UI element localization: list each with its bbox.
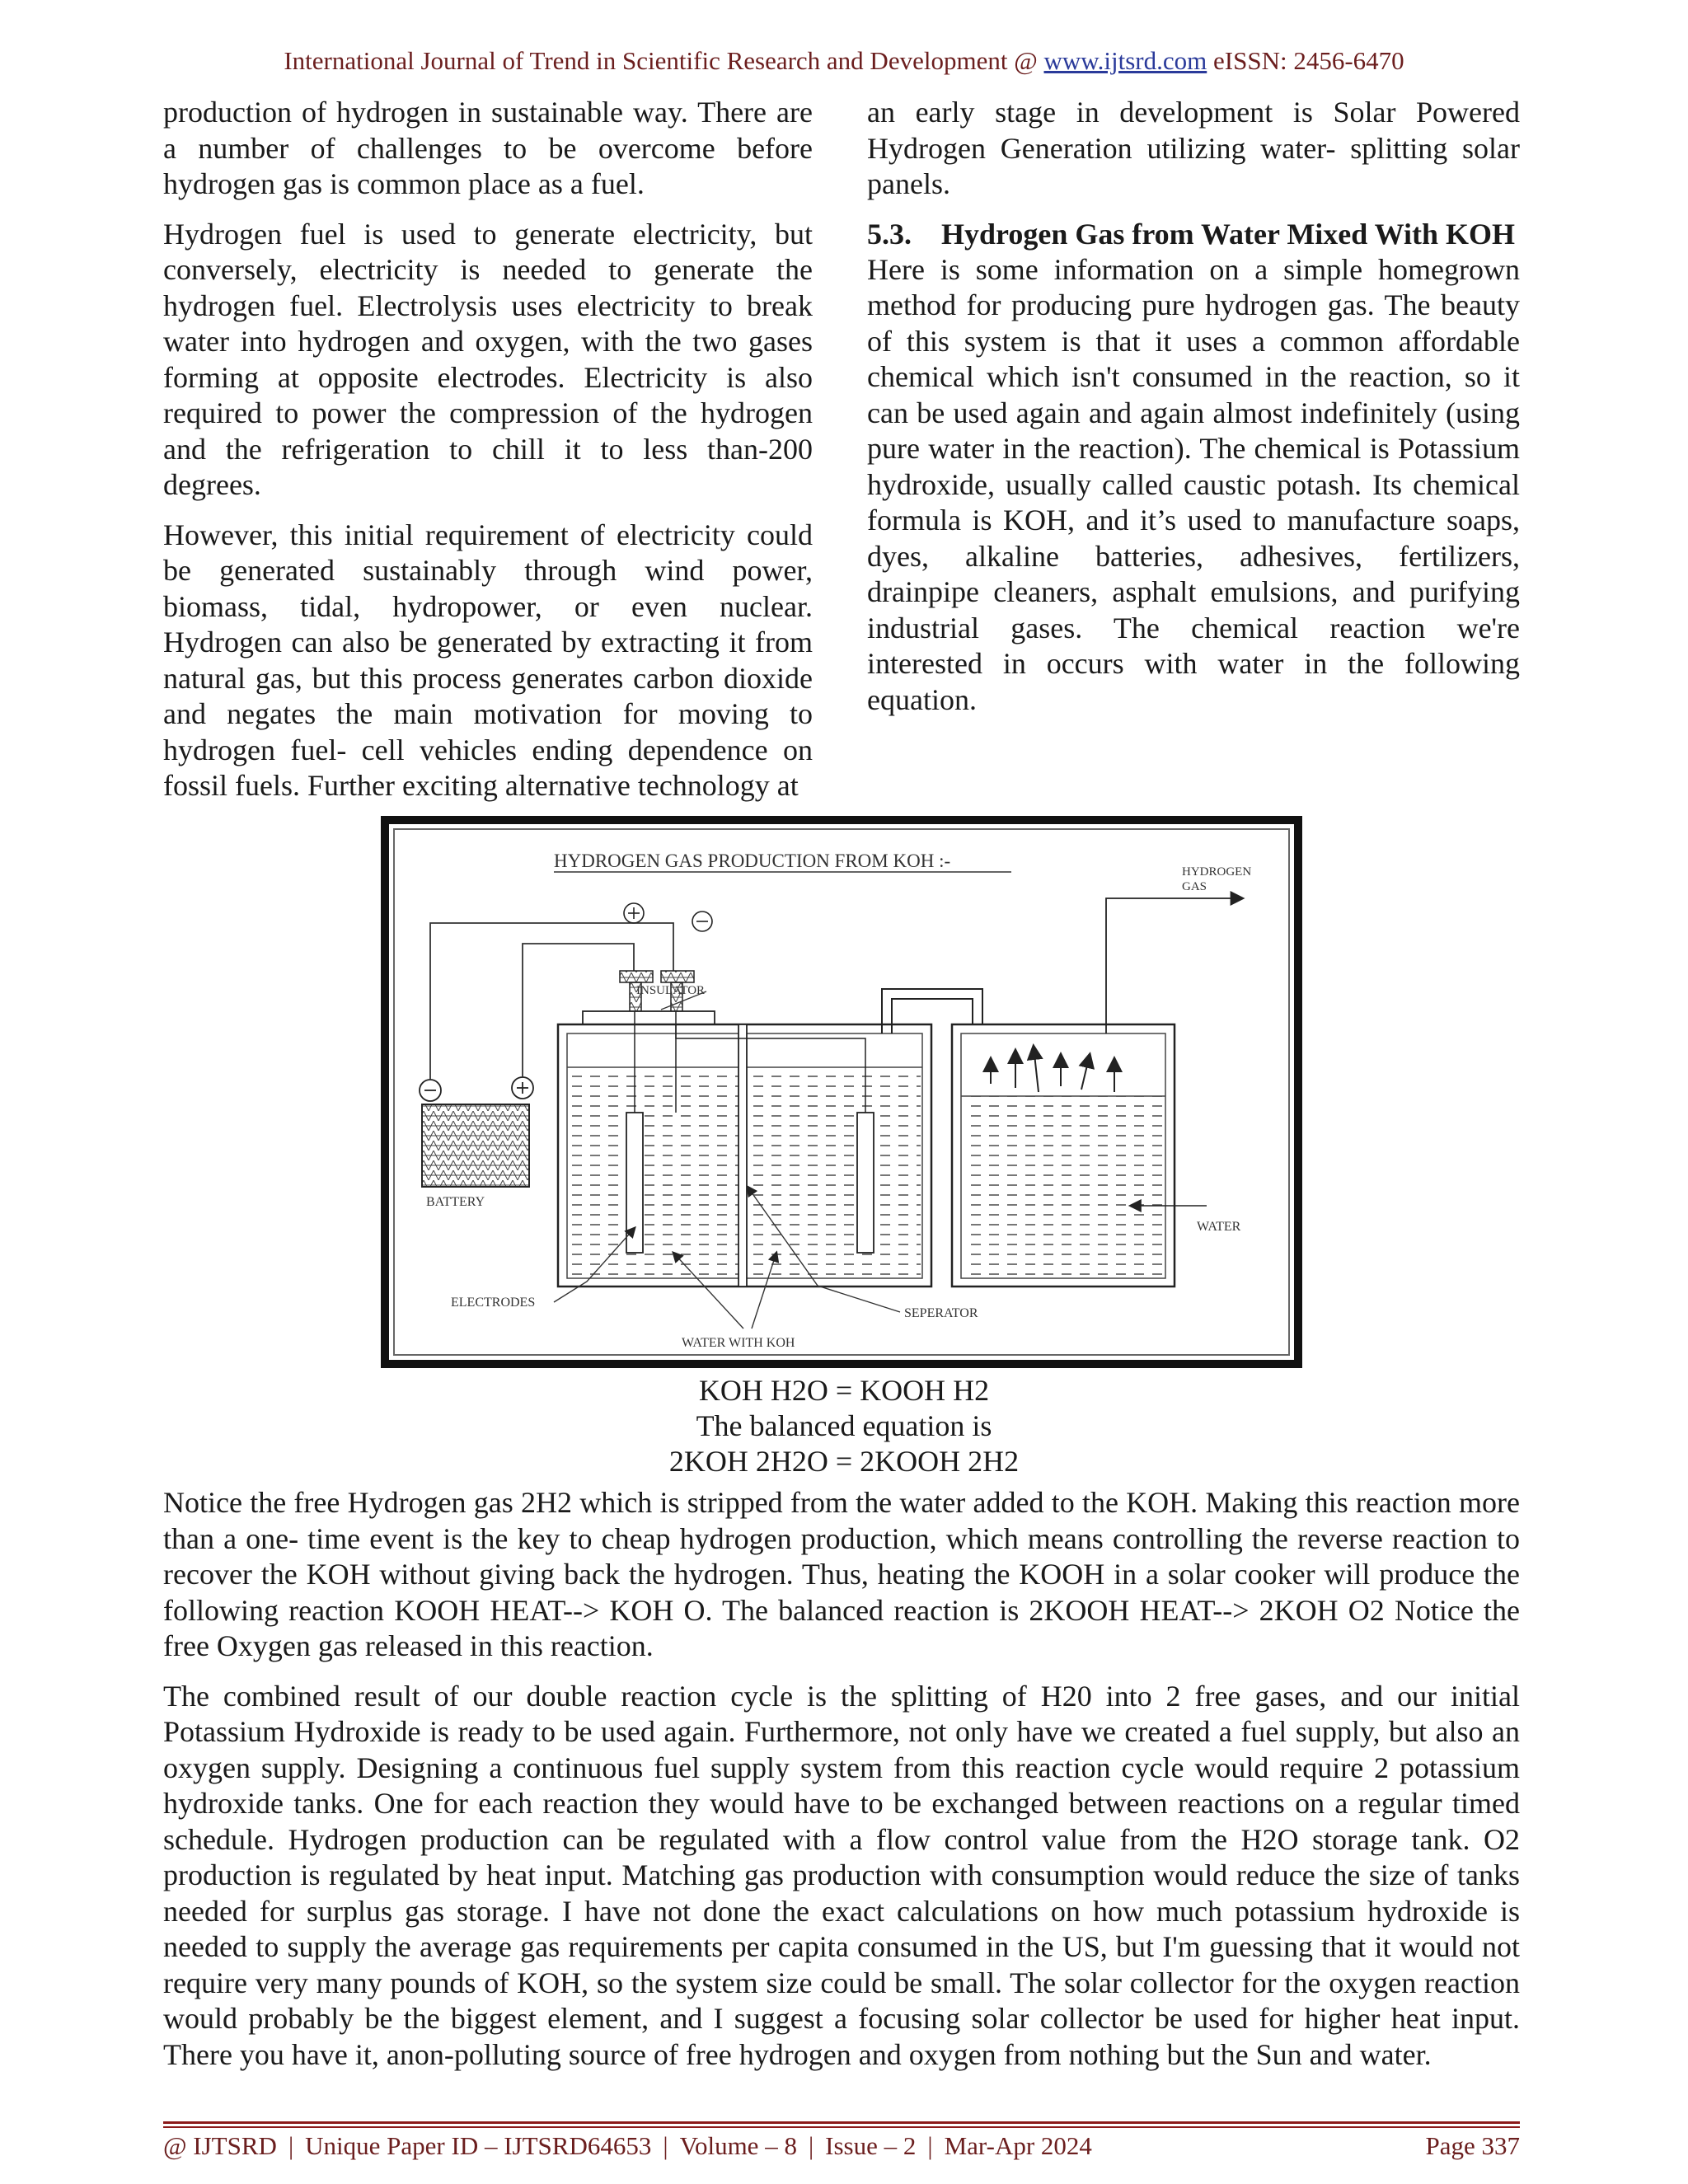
equations-block bbox=[0, 1373, 1688, 1479]
battery bbox=[422, 1104, 529, 1187]
footer-date: Mar-Apr 2024 bbox=[944, 2131, 1092, 2160]
left-column bbox=[163, 95, 813, 818]
equation-balanced: 2KOH 2H2O = 2KOOH 2H2 bbox=[668, 1445, 1020, 1478]
running-footer: @ IJTSRD | Unique Paper ID – IJTSRD64653 | Volume – 8 | Issue – 2 | Mar-Apr 2024 Page 337 bbox=[163, 2131, 1520, 2160]
header-issn: eISSN: 2456-6470 bbox=[1207, 46, 1404, 75]
paragraph: However, this initial requirement of electricity could be generated sustainably through wind power, biomass, tidal, hydropower, or even nuclear. Hydrogen can also be generated by extracting it from natural gas, but this process generates carbon dioxide and negates the main motivation for moving to hydrogen fuel- cell vehicles ending dependence on fossil fuels. Further exciting alternative technology at bbox=[163, 518, 813, 802]
electrodes-label: ELECTRODES bbox=[451, 1296, 536, 1310]
insulator bbox=[583, 1011, 715, 1024]
footer-volume: Volume – 8 bbox=[679, 2131, 797, 2160]
section-number: 5.3. bbox=[867, 217, 912, 251]
battery-label: BATTERY bbox=[426, 1195, 485, 1209]
paragraph: Notice the free Hydrogen gas 2H2 which is stripped from the water added to the KOH. Making this reaction more than a one- time event is the key to cheap hydrogen production, which means controlling the reverse reaction to recover the KOH without giving back the hydrogen. Thus, heating the KOOH in a solar cooker will produce the following reaction KOOH HEAT--> KOH O. The balanced reaction is 2KOOH HEAT--> 2KOH O2 Notice the free Oxygen gas released in this reaction. bbox=[163, 1486, 1520, 1662]
separator-label: SEPERATOR bbox=[904, 1306, 978, 1320]
hydrogen-outlet bbox=[1106, 898, 1242, 1033]
paragraph: production of hydrogen in sustainable way. There are a number of challenges to be overcome before hydrogen gas is common place as a fuel. bbox=[163, 96, 813, 200]
section-heading bbox=[867, 217, 1520, 252]
journal-website-link[interactable]: www.ijtsrd.com bbox=[1043, 46, 1207, 75]
right-column bbox=[867, 95, 1520, 732]
footer-page-number: Page 337 bbox=[1425, 2131, 1520, 2160]
footer-journal: @ IJTSRD bbox=[163, 2131, 277, 2160]
footer-rule bbox=[163, 2121, 1520, 2124]
koh-diagram bbox=[389, 824, 1294, 1360]
water-fill bbox=[963, 1096, 1164, 1277]
paragraph: Hydrogen fuel is used to generate electricity, but conversely, electricity is needed to generate the hydrogen fuel. Electrolysis uses electricity to break water into hydrogen and oxygen, with the two gases forming at opposite electrodes. Electricity is also required to power the compression of the hydrogen and the refrigeration to chill it to less than-200 degrees. bbox=[163, 217, 813, 501]
diagram-title: HYDROGEN GAS PRODUCTION FROM KOH :- bbox=[554, 851, 951, 871]
insulator-label: INSULATOR bbox=[636, 984, 706, 997]
separator bbox=[738, 1024, 747, 1286]
equation-unbalanced: KOH H2O = KOOH H2 bbox=[698, 1374, 990, 1407]
paragraph: The combined result of our double reaction cycle is the splitting of H20 into 2 free gases, and our initial Potassium Hydroxide is ready to be used again. Furthermore, not only have we created a fuel supply, but also an oxygen supply. Designing a continuous fuel supply system from this reaction cycle would require 2 potassium hydroxide tanks. One for each reaction they would have to be exchanged between reactions on a regular timed schedule. Hydrogen production can be regulated with a flow control value from the H2O storage tank. O2 production is regulated by heat input. Matching gas production with consumption would reduce the size of tanks needed for surplus gas storage. I have not done the exact calculations on how much potassium hydroxide is needed to supply the average gas requirements per capita consumed in the US, but I'm guessing that it would not require very many pounds of KOH, so the system size could be small. The solar collector for the oxygen reaction would probably be the biggest element, and I suggest a focusing solar collector be used for higher heat input. There you have it, anon-polluting source of free hydrogen and oxygen from nothing but the Sun and water. bbox=[163, 1679, 1520, 2071]
hydrogen-label-line2: GAS bbox=[1182, 880, 1207, 893]
footer-issue: Issue – 2 bbox=[825, 2131, 917, 2160]
electrode-right bbox=[857, 1113, 874, 1253]
section-title: Hydrogen Gas from Water Mixed With KOH bbox=[941, 217, 1516, 251]
electrode-left bbox=[626, 1113, 643, 1253]
water-label: WATER bbox=[1197, 1220, 1241, 1234]
paragraph: an early stage in development is Solar Powered Hydrogen Generation utilizing water- splitting solar panels. bbox=[867, 96, 1520, 200]
full-width-text bbox=[163, 1485, 1520, 2087]
water-with-koh-label: WATER WITH KOH bbox=[682, 1336, 795, 1350]
running-header bbox=[0, 46, 1688, 76]
footer-paper-id: Unique Paper ID – IJTSRD64653 bbox=[305, 2131, 652, 2160]
paragraph: Here is some information on a simple homegrown method for producing pure hydrogen gas. The beauty of this system is that it uses a common affordable chemical which isn't consumed in the reaction, so it can be used again and again almost indefinitely (using pure water in the reaction). The chemical is Potassium hydroxide, usually called caustic potash. Its chemical formula is KOH, and it’s used to manufacture soaps, dyes, alkaline batteries, adhesives, fertilizers, drainpipe cleaners, asphalt emulsions, and purifying industrial gases. The chemical reaction we're interested in occurs with water in the following equation. bbox=[867, 252, 1520, 716]
header-journal-name: International Journal of Trend in Scientific Research and Development @ bbox=[284, 46, 1044, 75]
equation-caption: The balanced equation is bbox=[696, 1409, 992, 1442]
koh-diagram-figure bbox=[381, 816, 1302, 1368]
footer-rule bbox=[163, 2126, 1520, 2128]
hydrogen-label-line1: HYDROGEN bbox=[1182, 865, 1252, 879]
